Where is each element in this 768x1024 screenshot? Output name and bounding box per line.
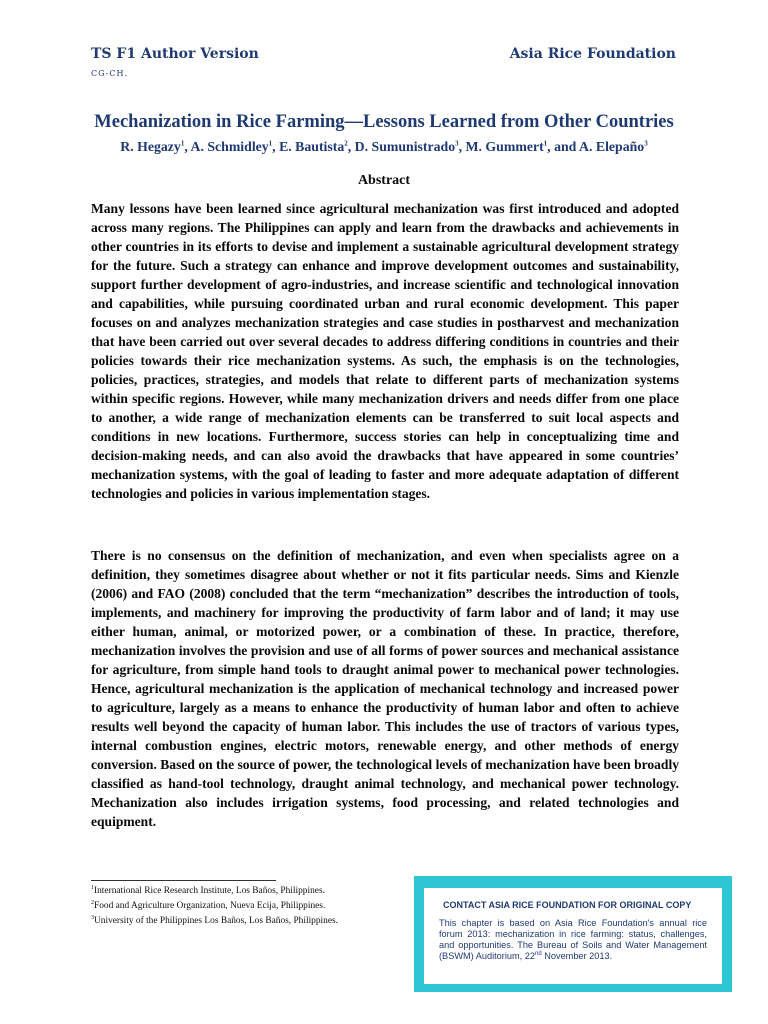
footnote-number: 3 [91, 914, 94, 921]
author-affiliation: 1 [268, 139, 273, 148]
contact-box-inner [424, 888, 722, 984]
contact-text-end: November 2013. [541, 951, 613, 961]
contact-title: CONTACT ASIA RICE FOUNDATION FOR ORIGINAL COPY [443, 900, 692, 910]
author-name: A. Elepaño [579, 139, 645, 154]
header-left: TS F1 Author Version [91, 46, 259, 62]
footnote-number: 1 [91, 884, 94, 891]
footnote-text: Food and Agriculture Organization, Nueva Ecija, Philippines. [94, 901, 326, 911]
header-code: CG-CH. [91, 69, 129, 78]
author-name: R. Hegazy [120, 139, 181, 154]
author-name: M. Gummert [465, 139, 544, 154]
body-paragraph: There is no consensus on the definition of mechanization, and even when specialists agree on a definition, they sometimes disagree about whether or not it fits particular needs. Sims and Kienzle (2006) and FAO (2008) concluded that the term “mechanization” describes the introduction of tools, implements, and machinery for improving the productivity of farm labor and of land; it may use either human, animal, or motorized power, or a combination of these. In practice, therefore, mechanization involves the provision and use of all forms of power sources and mechanical assistance for agriculture, from simple hand tools to draught animal power to mechanical power technologies. Hence, agricultural mechanization is the application of mechanical technology and increased power to agriculture, largely as a means to enhance the productivity of human labor and often to achieve results well beyond the capacity of human labor. This includes the use of tractors of various types, internal combustion engines, electric motors, renewable energy, and other methods of energy conversion. Based on the source of power, the technological levels of mechanization have been broadly classified as hand-tool technology, draught animal technology, and mechanical power technology. Mechanization also includes irrigation systems, food processing, and related technologies and equipment. [91, 548, 679, 829]
author-separator: , [184, 139, 191, 154]
author-list [60, 139, 708, 155]
author-name: D. Sumunistrado [354, 139, 456, 154]
author-name: A. Schmidley [190, 139, 269, 154]
author-affiliation: 1 [180, 139, 185, 148]
author-affiliation: 2 [344, 139, 348, 148]
footnote-text: University of the Philippines Los Baños, Los Baños, Philippines. [94, 916, 339, 926]
footnote-item [91, 899, 421, 914]
contact-box [414, 876, 732, 992]
footnote-item [91, 914, 421, 929]
header-right: Asia Rice Foundation [509, 46, 676, 62]
contact-text-main: This chapter is based on Asia Rice Foundation's annual rice forum 2013: mechanization in rice farming: status, challenges, and opportunities. The Bureau of Soils and Water Management (BSWM) Auditorium, 22 [439, 918, 707, 961]
footnotes [91, 884, 421, 929]
abstract-heading: Abstract [357, 173, 411, 188]
footnote-text: International Rice Research Institute, Los Baños, Philippines. [94, 886, 325, 896]
author-separator: , [458, 139, 466, 154]
footnote-item [91, 884, 421, 899]
author-affiliation: 3 [644, 139, 648, 148]
contact-text [439, 918, 707, 962]
author-separator: , [347, 139, 355, 154]
footnote-number: 2 [91, 899, 94, 906]
abstract-paragraph: Many lessons have been learned since agricultural mechanization was first introduced and adopted across many regions. The Philippines can apply and learn from the drawbacks and achievements in other countries in its efforts to devise and implement a sustainable agricultural development strategy for the future. Such a strategy can enhance and improve development outcomes and sustainability, support further development of agro-industries, and increase scientific and technological innovation and capabilities, while pursuing coordinated urban and rural economic development. This paper focuses on and analyzes mechanization strategies and case studies in postharvest and mechanization that have been carried out over several decades to address differing conditions in countries and their policies towards their rice mechanization systems. As such, the emphasis is on the technologies, policies, practices, strategies, and models that relate to different parts of mechanization systems within specific regions. However, while many mechanization drivers and needs differ from one place to another, a wide range of mechanization elements can be transferred to suit local aspects and conditions in new locations. Furthermore, success stories can help in conceptualizing time and decision-making needs, and can also avoid the drawbacks that have appeared in some countries’ mechanization systems, with the goal of leading to faster and more adequate adaptation of different technologies and policies in various implementation stages. [91, 201, 679, 501]
author-separator: , and [547, 139, 580, 154]
paper-title: Mechanization in Rice Farming—Lessons Learned from Other Countries [94, 112, 674, 132]
author-separator: , [272, 139, 280, 154]
contact-text-ordinal: nd [534, 950, 542, 957]
author-affiliation: 1 [543, 139, 548, 148]
footnote-divider [91, 880, 276, 881]
author-name: E. Bautista [279, 139, 345, 154]
author-affiliation: 3 [455, 139, 459, 148]
